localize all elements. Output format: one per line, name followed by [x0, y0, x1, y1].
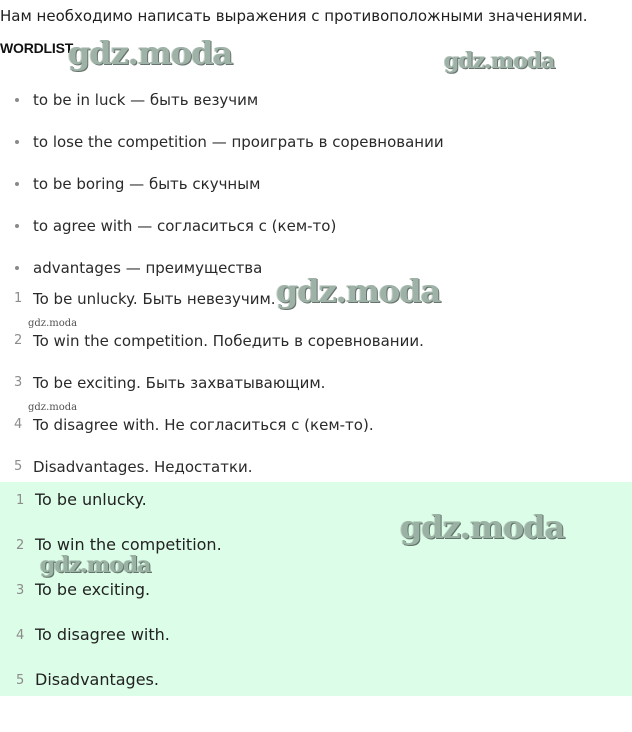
watermark: gdz.moda	[68, 34, 233, 72]
intro-text: Нам необходимо написать выражения с противоположными значениями.	[0, 7, 588, 25]
answer-list	[16, 490, 222, 715]
wordlist-item	[14, 174, 444, 216]
item-number: 5	[16, 673, 25, 688]
bullet-icon	[15, 140, 19, 144]
watermark: gdz.moda	[28, 318, 78, 329]
answer-text: To disagree with.	[35, 625, 170, 644]
wordlist-item-text: to be boring — быть скучным	[33, 175, 261, 193]
answer-item	[16, 625, 222, 670]
translation-text: To be exciting. Быть захватывающим.	[33, 374, 326, 392]
bullet-icon	[15, 224, 19, 228]
translation-text: To win the competition. Победить в соревновании.	[33, 332, 424, 350]
answer-item	[16, 670, 222, 715]
item-number: 1	[16, 493, 25, 508]
watermark: gdz.moda	[276, 272, 441, 310]
translation-text: Disadvantages. Недостатки.	[33, 458, 253, 476]
wordlist-item-text: advantages — преимущества	[33, 259, 263, 277]
wordlist	[14, 90, 444, 300]
watermark: gdz.moda	[400, 508, 565, 546]
answer-item	[16, 490, 222, 535]
answer-text: To be unlucky.	[35, 490, 147, 509]
translation-text: To disagree with. Не согласиться с (кем-то).	[33, 416, 374, 434]
item-number: 1	[14, 291, 23, 306]
watermark: gdz.moda	[40, 552, 151, 578]
wordlist-heading: WORDLIST	[0, 40, 74, 56]
bullet-icon	[15, 98, 19, 102]
wordlist-item-text: to lose the competition — проиграть в соревновании	[33, 133, 444, 151]
wordlist-item	[14, 216, 444, 258]
bullet-icon	[15, 266, 19, 270]
item-number: 4	[16, 628, 25, 643]
item-number: 3	[14, 375, 23, 390]
answer-text: To win the competition.	[35, 535, 222, 554]
answer-item	[16, 580, 222, 625]
wordlist-item-text: to be in luck — быть везучим	[33, 91, 259, 109]
wordlist-item	[14, 132, 444, 174]
watermark: gdz.moda	[444, 48, 555, 74]
item-number: 2	[14, 333, 23, 348]
bullet-icon	[15, 182, 19, 186]
watermark: gdz.moda	[28, 402, 78, 413]
wordlist-item-text: to agree with — согласиться с (кем-то)	[33, 217, 337, 235]
wordlist-item	[14, 90, 444, 132]
item-number: 3	[16, 583, 25, 598]
answer-text: Disadvantages.	[35, 670, 159, 689]
translation-text: To be unlucky. Быть невезучим.	[33, 290, 276, 308]
item-number: 4	[14, 417, 23, 432]
item-number: 2	[16, 538, 25, 553]
answer-text: To be exciting.	[35, 580, 151, 599]
translation-item	[14, 331, 424, 373]
translation-item	[14, 415, 424, 457]
item-number: 5	[14, 459, 23, 474]
